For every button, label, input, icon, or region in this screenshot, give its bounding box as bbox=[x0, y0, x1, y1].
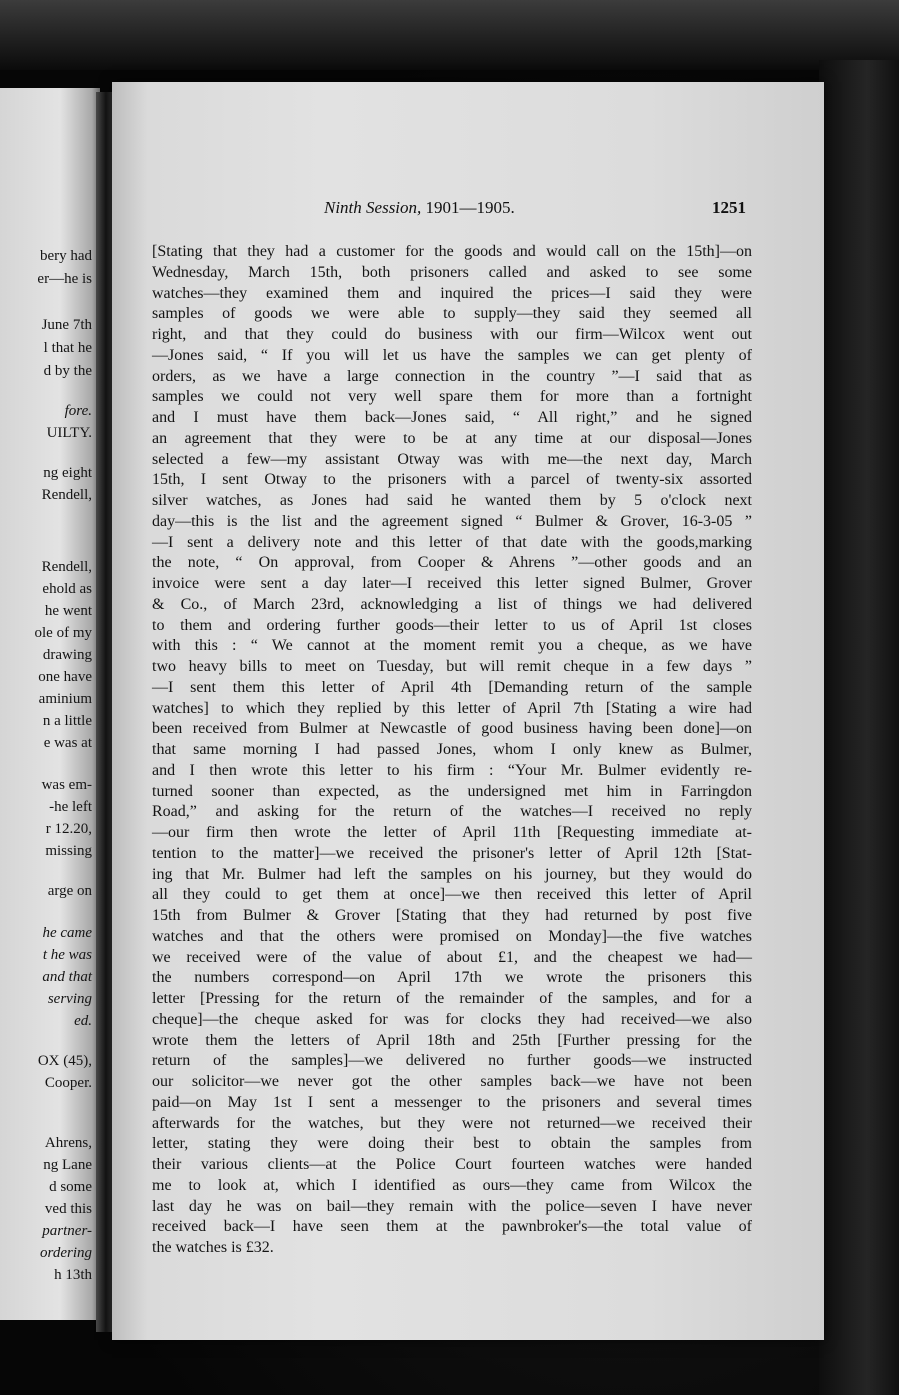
text-line: samples of goods we were able to supply—they said they seemed all bbox=[152, 305, 752, 323]
left-page-line: UILTY. bbox=[46, 425, 92, 441]
running-header bbox=[112, 198, 824, 222]
left-page-line: partner- bbox=[42, 1223, 92, 1239]
left-page-line: d some bbox=[49, 1179, 92, 1195]
text-line: tention to the matter]—we received the prisoner's letter of April 12th [Stat- bbox=[152, 844, 752, 862]
left-page-line: drawing bbox=[42, 647, 92, 663]
text-line: paid—on May 1st I sent a messenger to the prisoners and several times bbox=[152, 1093, 752, 1111]
text-line: orders, as we have a large connection in the country ”—I said that as bbox=[152, 367, 752, 385]
page-number: 1251 bbox=[712, 198, 746, 217]
book-top-edge bbox=[0, 0, 899, 70]
left-page-line: ng eight bbox=[43, 465, 92, 481]
left-page-line: ved this bbox=[44, 1201, 92, 1217]
text-line: we received were of the value of about £1, and the cheapest we had— bbox=[152, 948, 752, 966]
text-line: two heavy bills to meet on Tuesday, but will remit cheque in a few days ” bbox=[152, 658, 752, 675]
text-line: [Stating that they had a customer for the goods and would call on the 15th]—on bbox=[152, 243, 752, 260]
text-line: silver watches, as Jones had said he wanted them by 5 o'clock next bbox=[152, 492, 752, 509]
text-line: Road,” and asking for the return of the watches—I received no reply bbox=[152, 803, 752, 821]
text-line: our solicitor—we never got the other samples back—we have not been bbox=[152, 1073, 752, 1090]
left-page-line: OX (45), bbox=[37, 1053, 92, 1069]
running-title bbox=[324, 198, 515, 218]
text-line: watches and that the others were promised on Monday]—the five watches bbox=[152, 927, 752, 945]
session-years: 1901—1905. bbox=[425, 198, 515, 217]
text-line: —I sent a delivery note and this letter of that date with the goods,marking bbox=[152, 533, 752, 551]
text-line: cheque]—the cheque asked for was for clocks they had received—we also bbox=[152, 1010, 752, 1028]
left-page-line: t he was bbox=[42, 947, 92, 963]
text-line: the note, “ On approval, from Cooper & Ahrens ”—other goods and an bbox=[152, 554, 752, 572]
left-page-line: missing bbox=[45, 843, 92, 859]
left-page-line: -he left bbox=[49, 799, 92, 815]
text-line: day—this is the list and the agreement signed “ Bulmer & Grover, 16-3-05 ” bbox=[152, 512, 752, 530]
main-page bbox=[112, 82, 824, 1340]
text-line: —I sent them this letter of April 4th [Demanding return of the sample bbox=[152, 678, 752, 696]
left-page-line: arge on bbox=[47, 883, 92, 899]
text-line: an agreement that they were to be at any time at our disposal—Jones bbox=[152, 429, 752, 447]
text-line: turned sooner than expected, as the undersigned met him in Farringdon bbox=[152, 782, 752, 800]
left-page-line: he came bbox=[42, 925, 92, 941]
text-line: ing that Mr. Bulmer had left the samples on his journey, but they would do bbox=[152, 865, 752, 883]
text-line: & Co., of March 23rd, acknowledging a list of things we had delivered bbox=[152, 595, 752, 613]
session-title: Ninth Session, bbox=[324, 198, 422, 217]
left-page-line: he went bbox=[44, 603, 92, 619]
left-page-line: Rendell, bbox=[41, 559, 92, 575]
text-line: me to look at, which I identified as ours—they came from Wilcox the bbox=[152, 1176, 752, 1194]
left-page-line: Cooper. bbox=[44, 1075, 92, 1091]
text-line: with this : “ We cannot at the moment remit you a cheque, as we have bbox=[152, 637, 752, 655]
text-line: that same morning I had passed Jones, whom I only knew as Bulmer, bbox=[152, 741, 752, 758]
text-line: samples we could not very well spare them for more than a fortnight bbox=[152, 388, 752, 406]
left-page-line: and that bbox=[42, 969, 92, 985]
body-text bbox=[152, 242, 752, 1259]
text-line: been received from Bulmer at Newcastle of good business having been done]—on bbox=[152, 720, 752, 738]
text-line: watches—they examined them and inquired the prices—I said they were bbox=[152, 284, 752, 302]
left-page-line: bery had bbox=[39, 248, 92, 264]
text-line: received back—I have seen them at the pawnbroker's—the total value of bbox=[152, 1218, 752, 1236]
left-page-line: ed. bbox=[74, 1013, 92, 1029]
text-line: to them and ordering further goods—their letter to us of April 1st closes bbox=[152, 616, 752, 634]
left-page-line: n a little bbox=[42, 713, 92, 729]
text-line: 15th from Bulmer & Grover [Stating that they had returned by post five bbox=[152, 907, 752, 924]
left-page-fragment bbox=[0, 88, 100, 1320]
left-page-line: Rendell, bbox=[41, 487, 92, 503]
text-line: invoice were sent a day later—I received this letter signed Bulmer, Grover bbox=[152, 575, 752, 592]
text-line: the numbers correspond—on April 17th we wrote the prisoners this bbox=[152, 969, 752, 987]
text-line: —Jones said, “ If you will let us have the samples we can get plenty of bbox=[152, 346, 752, 364]
text-line: their various clients—at the Police Court fourteen watches were handed bbox=[152, 1156, 752, 1173]
left-page-line: serving bbox=[47, 991, 92, 1007]
left-page-line: r 12.20, bbox=[45, 821, 92, 837]
text-line: last day he was on bail—they remain with the police—seven I have never bbox=[152, 1197, 752, 1215]
text-line: —our firm then wrote the letter of April 11th [Requesting immediate at- bbox=[152, 824, 752, 841]
text-line: Wednesday, March 15th, both prisoners called and asked to see some bbox=[152, 263, 752, 281]
text-line: selected a few—my assistant Otway was with me—the next day, March bbox=[152, 450, 752, 468]
text-line: letter [Pressing for the return of the remainder of the samples, and for a bbox=[152, 990, 752, 1007]
left-page-line: l that he bbox=[43, 340, 92, 356]
text-line: watches] to which they replied by this letter of April 7th [Stating a wire had bbox=[152, 699, 752, 717]
text-line: and I must have them back—Jones said, “ All right,” and he signed bbox=[152, 409, 752, 426]
left-page-line: one have bbox=[38, 669, 92, 685]
left-page-line: aminium bbox=[38, 691, 92, 707]
text-line: return of the samples]—we delivered no further goods—we instructed bbox=[152, 1052, 752, 1070]
left-page-line: June 7th bbox=[41, 317, 92, 333]
text-line: the watches is £32. bbox=[152, 1239, 274, 1256]
left-page-line: ehold as bbox=[42, 581, 92, 597]
text-line: and I then wrote this letter to his firm : “Your Mr. Bulmer evidently re- bbox=[152, 761, 752, 779]
book-right-edge bbox=[819, 60, 899, 1395]
left-page-line: was em- bbox=[41, 777, 92, 793]
text-line: all they could to get them at once]—we then received this letter of April bbox=[152, 886, 752, 904]
text-line: letter, stating they were doing their best to obtain the samples from bbox=[152, 1135, 752, 1153]
left-page-line: er—he is bbox=[37, 271, 92, 287]
left-page-line: h 13th bbox=[54, 1267, 92, 1283]
left-page-line: e was at bbox=[43, 735, 92, 751]
left-page-line: ordering bbox=[40, 1245, 92, 1261]
text-line: afterwards for the watches, but they were not returned—we received their bbox=[152, 1114, 752, 1132]
left-page-line: d by the bbox=[43, 363, 92, 379]
left-page-line: Ahrens, bbox=[44, 1135, 92, 1151]
left-page-line: ole of my bbox=[34, 625, 92, 641]
text-line: wrote them the letters of April 18th and 25th [Further pressing for the bbox=[152, 1031, 752, 1049]
text-line: 15th, I sent Otway to the prisoners with a parcel of twenty-six assorted bbox=[152, 471, 752, 489]
left-page-line: ng Lane bbox=[43, 1157, 92, 1173]
text-line: right, and that they could do business with our firm—Wilcox went out bbox=[152, 326, 752, 343]
left-page-line: fore. bbox=[64, 403, 92, 419]
